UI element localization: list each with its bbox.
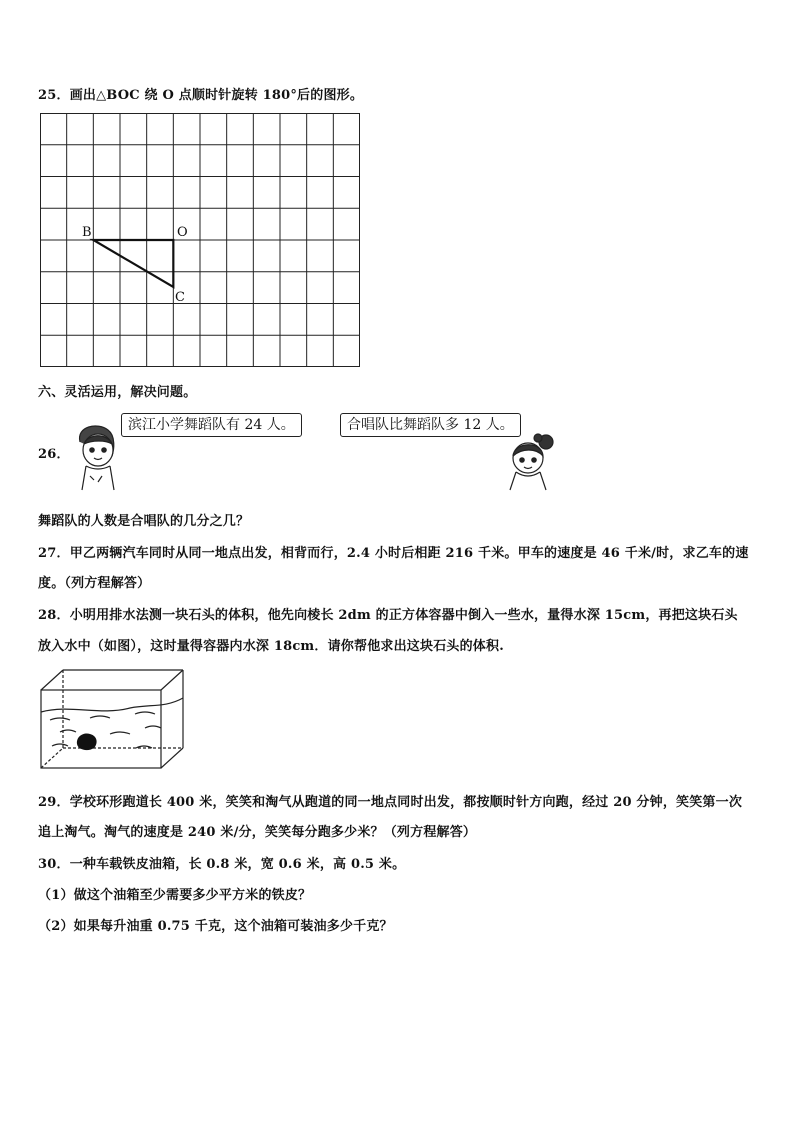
point-b-label: B bbox=[82, 225, 92, 240]
triangle-boc bbox=[93, 240, 173, 287]
q25-text: 25．画出△BOC 绕 O 点顺时针旋转 180°后的图形。 bbox=[38, 88, 364, 103]
q27-line1: 27．甲乙两辆汽车同时从同一地点出发，相背而行，2.4 小时后相距 216 千米。甲车的速度是 46 千米/时，求乙车的速 bbox=[38, 546, 749, 561]
section-title: 六、灵活运用，解决问题。 bbox=[38, 385, 197, 400]
speech-bubble-right: 合唱队比舞蹈队多 12 人。 bbox=[340, 413, 521, 437]
q30-sub1: （1）做这个油箱至少需要多少平方米的铁皮？ bbox=[38, 888, 312, 903]
q30-line1: 30．一种车载铁皮油箱，长 0.8 米，宽 0.6 米，高 0.5 米。 bbox=[38, 857, 406, 872]
girl-left-icon bbox=[68, 420, 128, 492]
q26-number: 26． bbox=[38, 447, 70, 462]
q29-line1: 29．学校环形跑道长 400 米，笑笑和淘气从跑道的同一地点同时出发，都按顺时针方向跑，经过 20 分钟，笑笑第一次 bbox=[38, 795, 743, 810]
square-grid bbox=[40, 113, 360, 367]
point-c-label: C bbox=[175, 290, 185, 305]
stone-shape bbox=[77, 733, 97, 750]
q30-sub2: （2）如果每升油重 0.75 千克，这个油箱可装油多少千克？ bbox=[38, 919, 393, 934]
q28-line1: 28．小明用排水法测一块石头的体积，他先向棱长 2dm 的正方体容器中倒入一些水，量得水深 15cm，再把这块石头 bbox=[38, 608, 738, 623]
speech-bubble-left: 滨江小学舞蹈队有 24 人。 bbox=[121, 413, 302, 437]
girl-right-icon bbox=[500, 430, 560, 492]
q28-line2: 放入水中（如图），这时量得容器内水深 18cm．请你帮他求出这块石头的体积. bbox=[38, 639, 504, 654]
point-o-label: O bbox=[177, 225, 188, 240]
cube-container-figure bbox=[40, 668, 185, 770]
q26-question: 舞蹈队的人数是合唱队的几分之几？ bbox=[38, 514, 250, 529]
q27-line2: 度。（列方程解答） bbox=[38, 576, 151, 591]
q29-line2: 追上淘气。淘气的速度是 240 米/分，笑笑每分跑多少米？（列方程解答） bbox=[38, 825, 477, 840]
